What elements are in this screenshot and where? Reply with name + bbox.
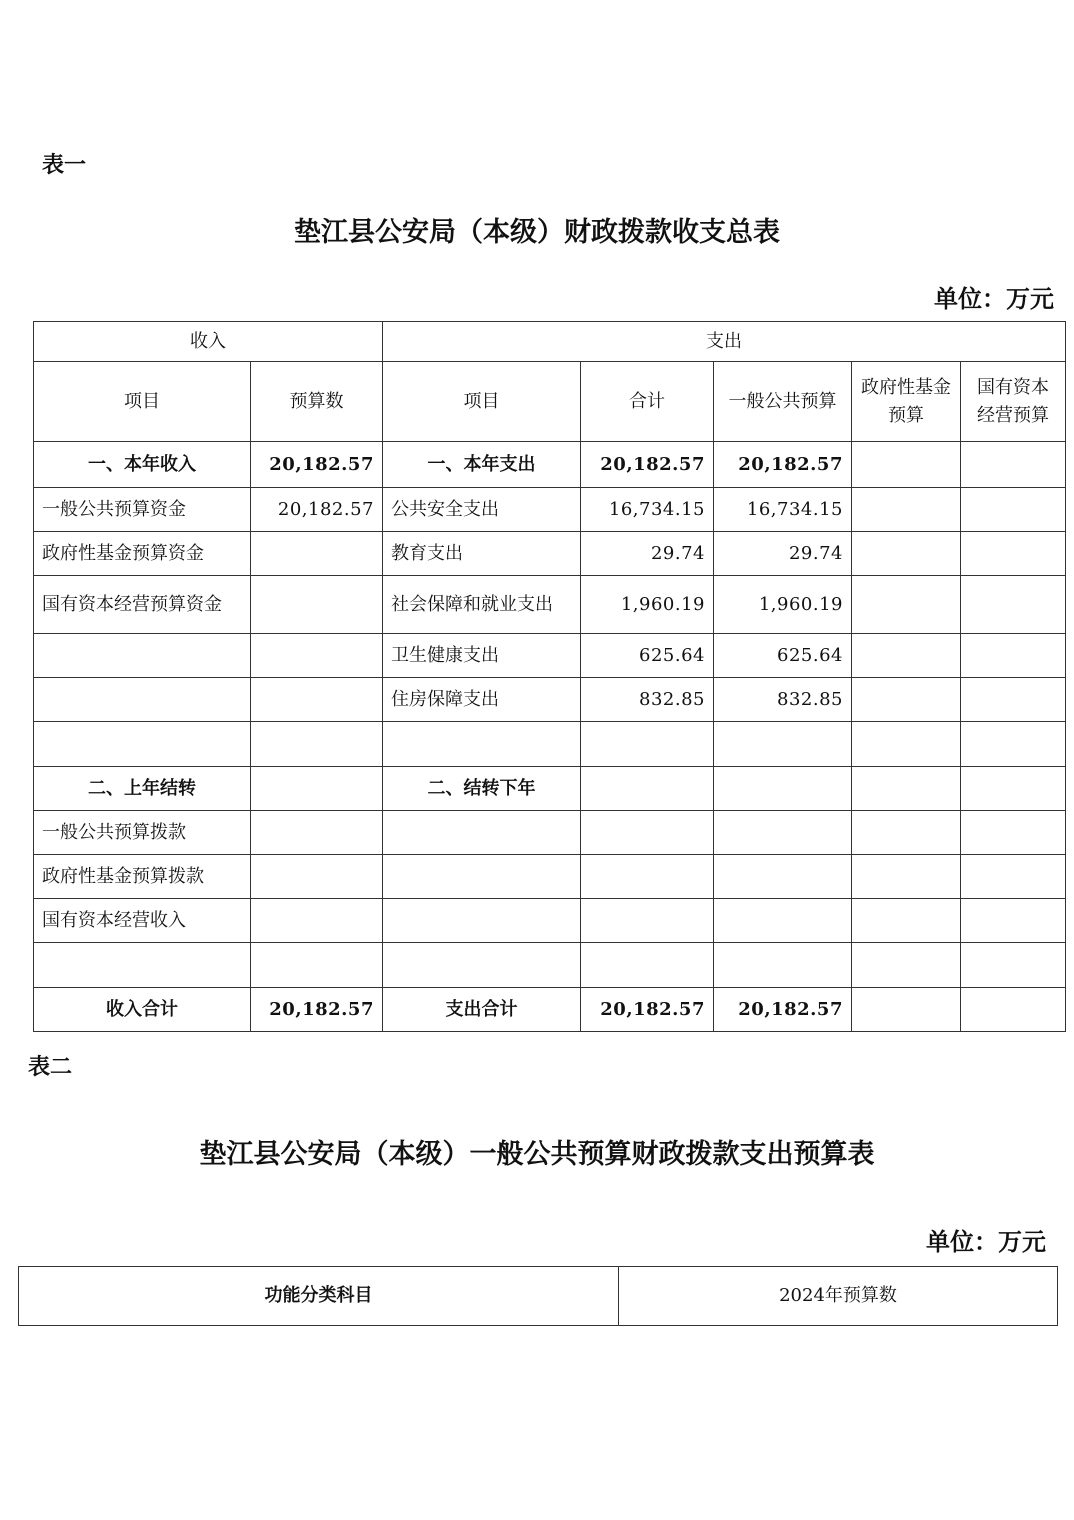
general-budget-cell: 29.74 [714, 532, 852, 576]
state-capital-cell [961, 767, 1066, 811]
general-budget-cell [714, 855, 852, 899]
table-row [34, 722, 1066, 767]
expense-item-cell [383, 722, 581, 767]
expense-item-cell: 一、本年支出 [383, 442, 581, 488]
general-budget-cell [714, 722, 852, 767]
expense-item-cell: 二、结转下年 [383, 767, 581, 811]
expense-total-cell: 625.64 [581, 634, 714, 678]
income-item-cell [34, 943, 251, 988]
gov-fund-cell [852, 988, 961, 1032]
table-row [34, 767, 1066, 811]
gov-fund-cell [852, 767, 961, 811]
state-capital-cell [961, 532, 1066, 576]
general-budget-cell [714, 767, 852, 811]
state-capital-cell [961, 943, 1066, 988]
income-item-header: 项目 [34, 362, 251, 442]
table-row [34, 811, 1066, 855]
expense-total-cell [581, 855, 714, 899]
income-budget-cell [251, 943, 383, 988]
income-budget-cell [251, 634, 383, 678]
general-budget-cell: 20,182.57 [714, 988, 852, 1032]
table1-title: 垫江县公安局（本级）财政拨款收支总表 [294, 217, 780, 248]
table-row [34, 988, 1066, 1032]
expense-item-cell: 教育支出 [383, 532, 581, 576]
expense-item-cell: 公共安全支出 [383, 488, 581, 532]
gov-fund-cell [852, 811, 961, 855]
gov-fund-cell [852, 488, 961, 532]
expense-item-cell [383, 943, 581, 988]
gov-fund-cell [852, 722, 961, 767]
expense-total-cell: 1,960.19 [581, 576, 714, 634]
general-budget-cell [714, 899, 852, 943]
expense-total-cell [581, 943, 714, 988]
expense-item-cell [383, 855, 581, 899]
state-capital-cell [961, 442, 1066, 488]
income-budget-cell [251, 576, 383, 634]
income-item-cell: 一般公共预算资金 [34, 488, 251, 532]
expense-item-header: 项目 [383, 362, 581, 442]
expense-total-cell: 29.74 [581, 532, 714, 576]
income-budget-cell [251, 532, 383, 576]
state-capital-cell [961, 811, 1066, 855]
category-header: 功能分类科目 [19, 1267, 619, 1326]
income-item-cell [34, 722, 251, 767]
table-row [34, 576, 1066, 634]
state-capital-cell [961, 678, 1066, 722]
general-budget-cell [714, 943, 852, 988]
expense-item-cell [383, 899, 581, 943]
general-budget-cell: 625.64 [714, 634, 852, 678]
income-item-cell: 收入合计 [34, 988, 251, 1032]
table-row [34, 488, 1066, 532]
table-row [34, 678, 1066, 722]
table2-title: 垫江县公安局（本级）一般公共预算财政拨款支出预算表 [199, 1139, 875, 1170]
income-budget-cell: 20,182.57 [251, 488, 383, 532]
income-item-cell: 一、本年收入 [34, 442, 251, 488]
income-budget-header: 预算数 [251, 362, 383, 442]
table-row [34, 899, 1066, 943]
income-budget-cell: 20,182.57 [251, 442, 383, 488]
expense-total-cell [581, 722, 714, 767]
income-budget-cell [251, 811, 383, 855]
expense-total-header: 合计 [581, 362, 714, 442]
general-budget-cell: 20,182.57 [714, 442, 852, 488]
income-budget-cell [251, 899, 383, 943]
income-budget-cell [251, 855, 383, 899]
income-group-header: 收入 [34, 322, 383, 362]
state-capital-cell [961, 988, 1066, 1032]
general-budget-cell: 1,960.19 [714, 576, 852, 634]
gov-fund-header: 政府性基金预算 [852, 362, 961, 442]
revenue-expenditure-table [33, 321, 1066, 1032]
state-capital-cell [961, 855, 1066, 899]
expense-total-cell [581, 899, 714, 943]
expense-item-cell: 卫生健康支出 [383, 634, 581, 678]
general-budget-cell [714, 811, 852, 855]
expense-total-cell: 832.85 [581, 678, 714, 722]
income-budget-cell: 20,182.57 [251, 988, 383, 1032]
state-capital-cell [961, 576, 1066, 634]
gov-fund-cell [852, 634, 961, 678]
gov-fund-cell [852, 943, 961, 988]
income-item-cell: 政府性基金预算拨款 [34, 855, 251, 899]
income-item-cell [34, 678, 251, 722]
gov-fund-cell [852, 532, 961, 576]
table2-unit: 单位：万元 [926, 1227, 1046, 1256]
gov-fund-cell [852, 899, 961, 943]
expense-item-cell: 支出合计 [383, 988, 581, 1032]
state-capital-cell [961, 899, 1066, 943]
table-row [34, 532, 1066, 576]
income-item-cell: 国有资本经营收入 [34, 899, 251, 943]
expense-total-cell [581, 767, 714, 811]
state-capital-cell [961, 722, 1066, 767]
expense-item-cell: 住房保障支出 [383, 678, 581, 722]
table2-label: 表二 [28, 1054, 73, 1080]
gov-fund-cell [852, 576, 961, 634]
income-budget-cell [251, 678, 383, 722]
state-capital-cell [961, 634, 1066, 678]
state-capital-header: 国有资本经营预算 [961, 362, 1066, 442]
expense-total-cell: 20,182.57 [581, 442, 714, 488]
gov-fund-cell [852, 855, 961, 899]
table-row [34, 855, 1066, 899]
general-budget-cell: 16,734.15 [714, 488, 852, 532]
table-row [34, 943, 1066, 988]
income-item-cell: 政府性基金预算资金 [34, 532, 251, 576]
income-budget-cell [251, 722, 383, 767]
income-item-cell [34, 634, 251, 678]
expense-item-cell: 社会保障和就业支出 [383, 576, 581, 634]
expense-total-cell [581, 811, 714, 855]
expense-group-header: 支出 [383, 322, 1066, 362]
income-budget-cell [251, 767, 383, 811]
general-budget-header: 一般公共预算 [714, 362, 852, 442]
gov-fund-cell [852, 678, 961, 722]
expense-total-cell: 16,734.15 [581, 488, 714, 532]
table1-unit: 单位：万元 [934, 284, 1054, 313]
general-budget-expenditure-table [18, 1266, 1058, 1326]
budget-2024-header: 2024年预算数 [619, 1267, 1058, 1326]
table1-label: 表一 [42, 152, 87, 178]
table-row [34, 442, 1066, 488]
income-item-cell: 二、上年结转 [34, 767, 251, 811]
gov-fund-cell [852, 442, 961, 488]
income-item-cell: 一般公共预算拨款 [34, 811, 251, 855]
expense-item-cell [383, 811, 581, 855]
state-capital-cell [961, 488, 1066, 532]
table-row [34, 634, 1066, 678]
general-budget-cell: 832.85 [714, 678, 852, 722]
income-item-cell: 国有资本经营预算资金 [34, 576, 251, 634]
expense-total-cell: 20,182.57 [581, 988, 714, 1032]
